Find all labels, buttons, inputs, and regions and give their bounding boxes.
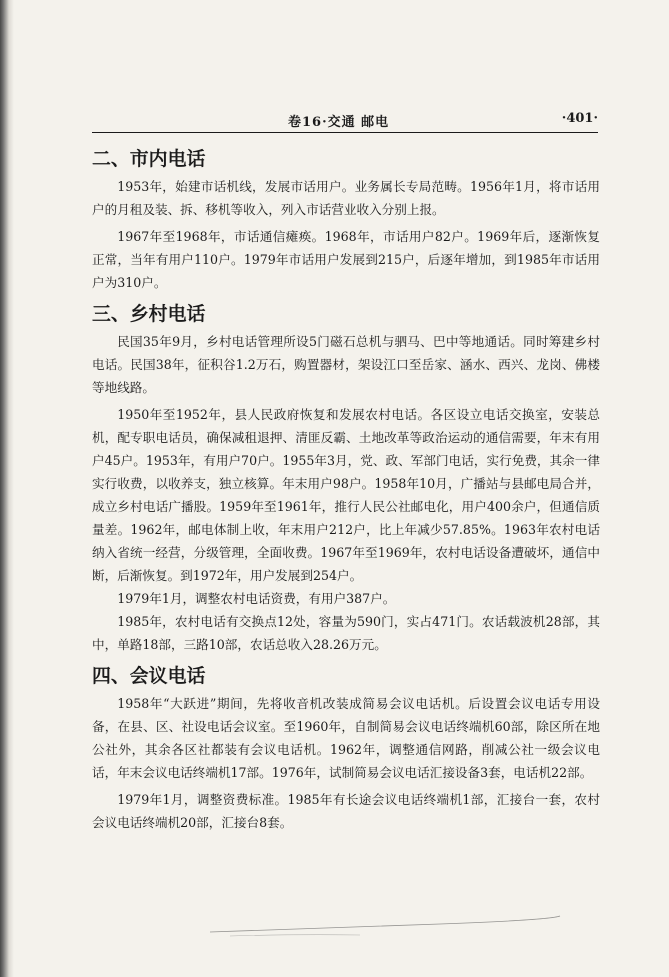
section-heading: 三、乡村电话 xyxy=(92,303,206,325)
scan-shadow-edge xyxy=(0,0,14,977)
body-text xyxy=(92,148,600,834)
section-rural-phone xyxy=(92,303,600,656)
paragraph: 1979年1月，调整资费标准。1985年有长途会议电话终端机1部，汇接台一套，农村会议电话终端机20部，汇接台8套。 xyxy=(92,792,600,830)
paragraph: 1950年至1952年，县人民政府恢复和发展农村电话。各区设立电话交换室，安装总机，配专职电话员，确保减租退押、清匪反霸、土地改革等政治运动的通信需要，年末有用户45户。1953年，有用户70户。1955年3月，党、政、军部门电话，实行免费，其余一律实行收费，以收养支，独立核算。年末用户98户。1958年10月，广播站与县邮电局合并，成立乡村电话广播股。1959年至1961年，推行人民公社邮电化，用户400余户，但通信质量差。1962年，邮电体制上收，年末用户212户，比上年减少57.85%。1963年农村电话纳入省统一经营，分级管理，全面收费。1967年至1969年，农村电话设备遭破坏，通信中断，后渐恢复。到1972年，用户发展到254户。 xyxy=(92,407,600,583)
paragraph: 1958年“大跃进”期间，先将收音机改装成简易会议电话机。后设置会议电话专用设备，在县、区、社设电话会议室。至1960年，自制简易会议电话终端机60部，除区所在地公社外，其余各区社都装有会议电话机。1962年，调整通信网路，削减公社一级会议电话，年末会议电话终端机17部。1976年，试制简易会议电话汇接设备3套，电话机22部。 xyxy=(92,696,600,780)
paragraph: 1979年1月，调整农村电话资费，有用户387户。 xyxy=(117,591,396,606)
section-city-phone xyxy=(92,148,600,294)
paragraph: 民国35年9月，乡村电话管理所设5门磁石总机与驷马、巴中等地通话。同时筹建乡村电话。民国38年，征积谷1.2万石，购置器材，架设江口至岳家、涵水、西兴、龙岗、佛楼等地线路。 xyxy=(92,334,600,395)
paragraph: 1953年，始建市话机线，发展市话用户。业务属长专局范畴。1956年1月，将市话用户的月租及装、拆、移机等收入，列入市话营业收入分别上报。 xyxy=(92,179,600,217)
page-number: ·401· xyxy=(561,111,598,126)
paragraph: 1985年，农村电话有交换点12处，容量为590门，实占471门。农话载波机28部，其中，单路18部，三路10部，农话总收入28.26万元。 xyxy=(92,614,600,652)
scan-artifact-lines xyxy=(0,910,669,950)
running-header xyxy=(92,111,598,131)
section-heading: 四、会议电话 xyxy=(92,665,206,687)
header-title: 卷16·交通 邮电 xyxy=(288,115,390,130)
section-conference-phone xyxy=(92,665,600,834)
paragraph: 1967年至1968年，市话通信瘫痪。1968年，市话用户82户。1969年后，逐渐恢复正常，当年有用户110户。1979年市话用户发展到215户，后逐年增加，到1985年市话用户为310户。 xyxy=(92,229,600,290)
header-rule xyxy=(92,132,598,133)
section-heading: 二、市内电话 xyxy=(92,148,206,170)
